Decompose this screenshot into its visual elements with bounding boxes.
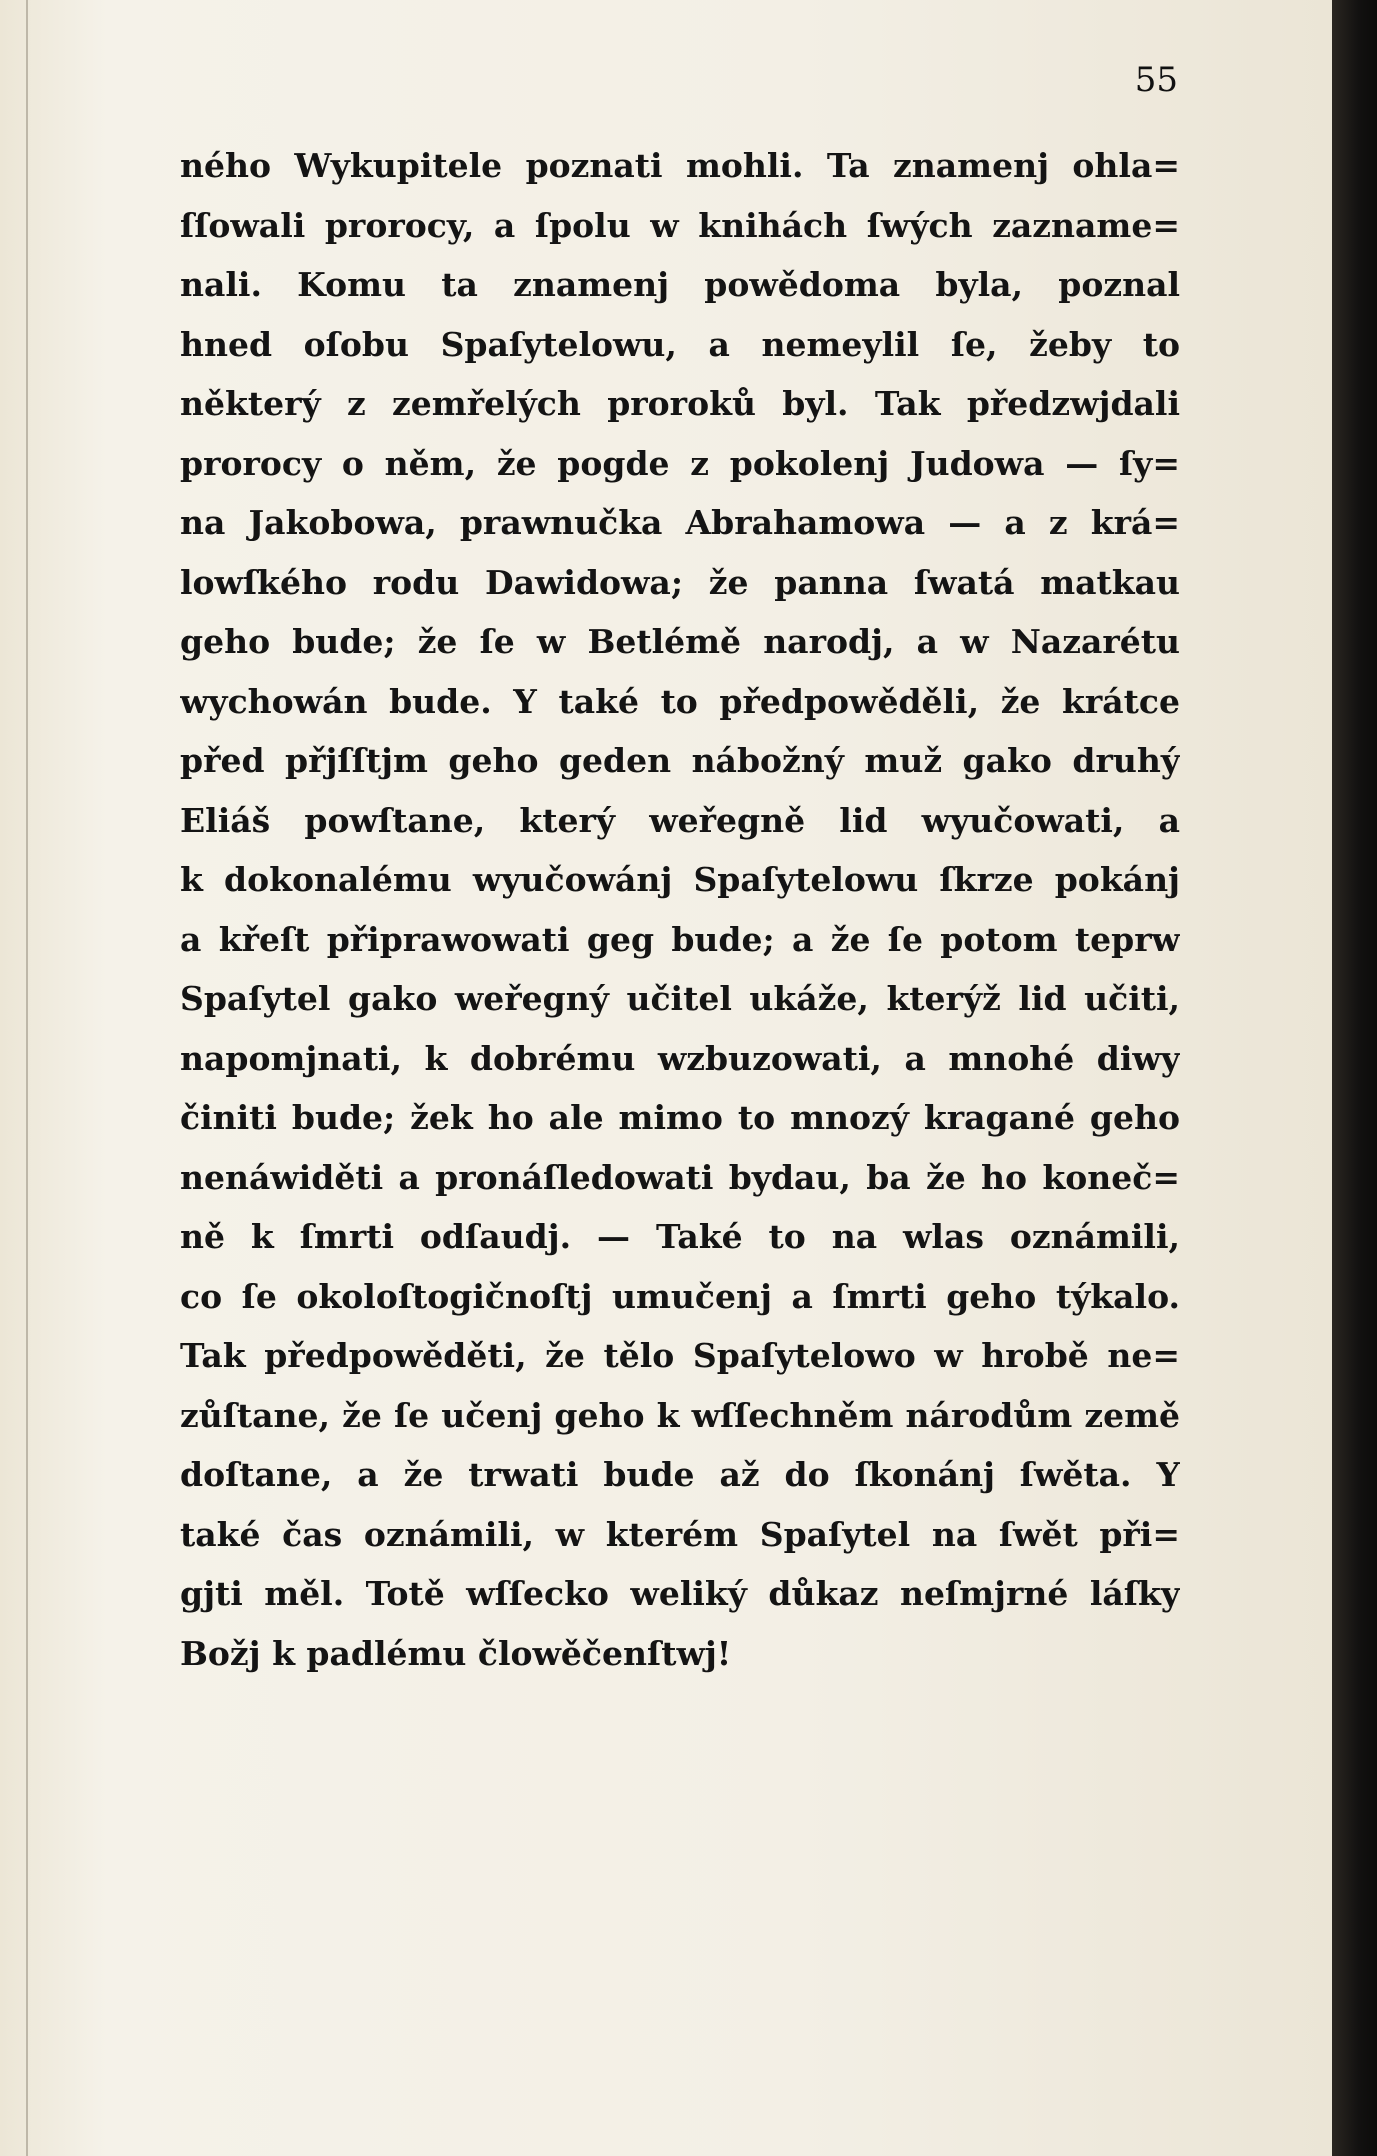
text-line: některý z zemřelých proroků byl. Tak předzwjdali (180, 384, 1180, 423)
text-line: činiti bude; žek ho ale mimo to mnozý kragané geho (180, 1098, 1180, 1137)
text-line: na Jakobowa, prawnučka Abrahamowa — a z krá= (180, 503, 1180, 542)
body-text (180, 136, 1180, 1683)
text-line: gjti měl. Totě wſſecko weliký důkaz neſmjrné láſky (180, 1574, 1180, 1613)
text-line: nali. Komu ta znamenj powědoma byla, poznal (180, 265, 1180, 304)
text-line: a křeſt připrawowati geg bude; a že ſe potom teprw (180, 919, 1180, 959)
text-line: geho bude; že ſe w Betlémě narodj, a w Nazarétu (180, 622, 1180, 661)
text-line: také čas oznámili, w kterém Spaſytel na ſwět při= (180, 1514, 1180, 1554)
text-line: Božj k padlému člowěčenſtwj! (180, 1633, 732, 1673)
text-line: k dokonalému wyučowánj Spaſytelowu ſkrze pokánj (180, 860, 1180, 899)
text-line: lowſkého rodu Dawidowa; že panna ſwatá matkau (180, 562, 1180, 602)
text-line: ného Wykupitele poznati mohli. Ta znamenj ohla= (180, 146, 1180, 185)
text-line: zůſtane, že ſe učenj geho k wſſechněm národům země (180, 1395, 1180, 1435)
text-line: doſtane, a že trwati bude až do ſkonánj ſwěta. Y (180, 1455, 1180, 1494)
text-line: co ſe okoloſtogičnoſtj umučenj a ſmrti geho týkalo. (180, 1276, 1180, 1316)
text-line: hned oſobu Spaſytelowu, a nemeylil ſe, žeby to (180, 324, 1180, 364)
text-line: ſſowali prorocy, a ſpolu w knihách ſwých zazname= (180, 205, 1180, 245)
text-line: Spaſytel gako weřegný učitel ukáže, kterýž lid učiti, (180, 979, 1180, 1018)
text-line: před přjſſtjm geho geden nábožný muž gako druhý (180, 741, 1180, 780)
text-line: nenáwiděti a pronáſledowati bydau, ba že ho koneč= (180, 1157, 1180, 1197)
scan-background-edge (1332, 0, 1377, 2156)
page-number: 55 (1134, 60, 1178, 100)
text-line: Tak předpowěděti, že tělo Spaſytelowo w hrobě ne= (180, 1336, 1180, 1375)
text-line: ně k ſmrti odſaudj. — Také to na wlas oznámili, (180, 1217, 1180, 1256)
text-line: wychowán bude. Y také to předpowěděli, že krátce (180, 681, 1180, 721)
text-line: napomjnati, k dobrému wzbuzowati, a mnohé diwy (180, 1038, 1180, 1078)
page-margin-line (26, 0, 28, 2156)
text-line: Eliáš powſtane, který weřegně lid wyučowati, a (180, 800, 1180, 840)
text-line: prorocy o něm, že pogde z pokolenj Judowa — ſy= (180, 443, 1180, 483)
